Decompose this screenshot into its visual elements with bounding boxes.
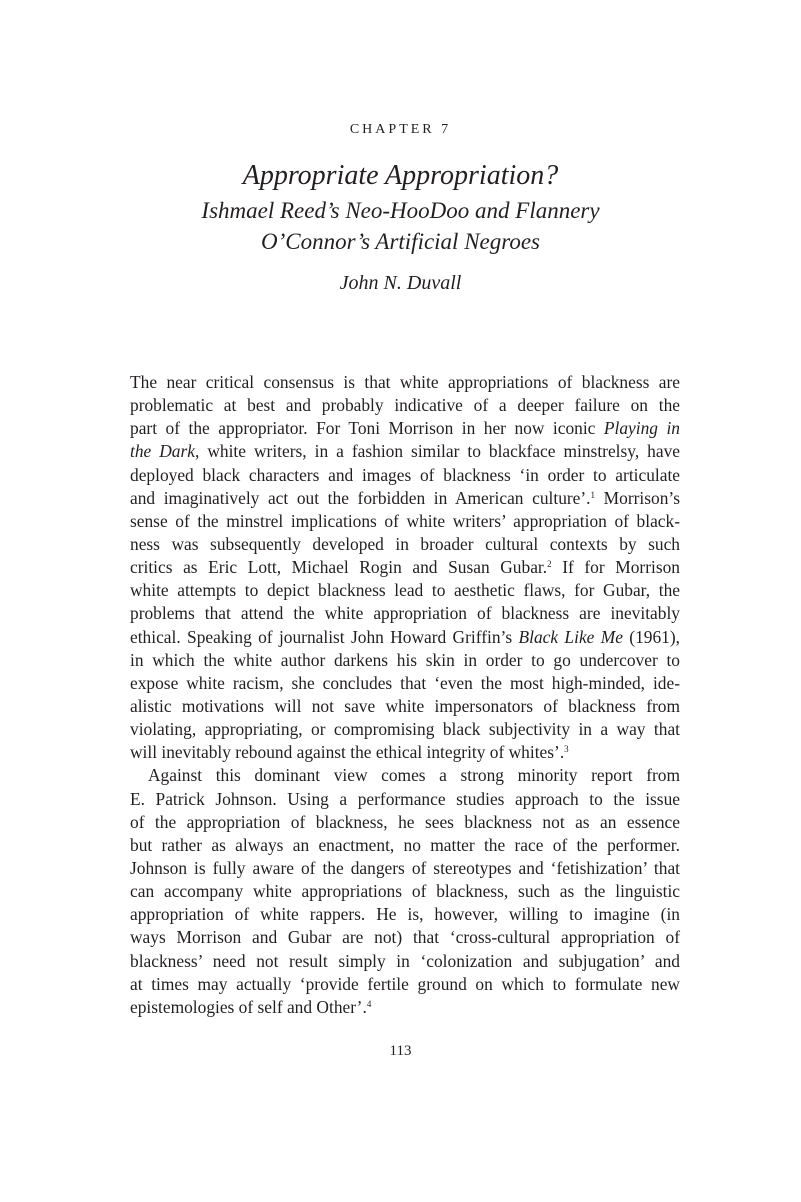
text-line [130, 811, 680, 834]
page-number: 113 [389, 1043, 412, 1059]
footnote-marker: 4 [366, 998, 372, 1009]
text-line [130, 788, 680, 811]
paragraph [130, 764, 680, 1019]
text-line [130, 649, 680, 672]
text-segment: blackness’ need not result simply in ‘colonization and subjugation’ and [130, 950, 680, 971]
text-segment: expose white racism, she concludes that ‘even the most high-minded, ide- [130, 672, 680, 693]
text-segment: but rather as always an enactment, no matter the race of the performer. [130, 834, 680, 855]
text-segment: problematic at best and probably indicative of a deeper failure on the [130, 395, 680, 416]
text-segment: If for Morrison [551, 557, 680, 578]
text-line [130, 417, 680, 440]
italic-text: Playing in [603, 418, 680, 439]
text-line [130, 741, 680, 764]
text-line [130, 695, 680, 718]
text-segment: The near critical consensus is that white appropriations of blackness are [130, 372, 680, 392]
text-line [130, 440, 680, 463]
text-segment: violating, appropriating, or compromising black subjectivity in a way that [130, 719, 680, 740]
paragraph [130, 371, 680, 764]
text-line [130, 718, 680, 741]
text-line [130, 371, 680, 394]
text-segment: E. Patrick Johnson. Using a performance studies approach to the issue [130, 788, 680, 809]
chapter-title: Appropriate Appropriation? [242, 160, 559, 191]
text-segment: alistic motivations will not save white impersonators of blackness from [130, 695, 680, 716]
text-segment: (1961), [622, 626, 680, 647]
text-line [130, 973, 680, 996]
body-text [130, 371, 680, 1019]
footnote-marker: 1 [590, 489, 596, 500]
text-line [130, 533, 680, 556]
text-segment: and imaginatively act out the forbidden in American culture’. [130, 487, 591, 508]
text-segment: will inevitably rebound against the ethical integrity of whites’. [130, 742, 565, 763]
chapter-subtitle-line: O’Connor’s Artificial Negroes [261, 229, 540, 254]
author-name: John N. Duvall [339, 272, 462, 294]
text-segment: of the appropriation of blackness, he sees blackness not as an essence [130, 811, 680, 832]
text-segment: appropriation of white rappers. He is, however, willing to imagine (in [130, 904, 680, 925]
text-line [130, 602, 680, 625]
chapter-subtitle-line: Ishmael Reed’s Neo-HooDoo and Flannery [201, 198, 600, 223]
text-line [130, 510, 680, 533]
text-line [130, 464, 680, 487]
text-line [130, 926, 680, 949]
text-line [130, 764, 680, 787]
text-line [130, 579, 680, 602]
italic-text: the Dark [130, 441, 195, 462]
text-segment: epistemologies of self and Other’. [130, 996, 367, 1017]
text-segment: Johnson is fully aware of the dangers of stereotypes and ‘fetishization’ that [130, 857, 680, 878]
text-line [130, 556, 680, 579]
text-line [130, 857, 680, 880]
text-line [130, 394, 680, 417]
text-line [130, 626, 680, 649]
text-line [130, 880, 680, 903]
text-segment: part of the appropriator. For Toni Morrison in her now iconic [130, 418, 604, 439]
text-line [130, 903, 680, 926]
text-segment: ways Morrison and Gubar are not) that ‘cross-cultural appropriation of [130, 927, 680, 948]
italic-text: Black Like Me [518, 626, 623, 647]
text-segment: problems that attend the white appropriation of blackness are inevitably [130, 603, 680, 624]
text-line [130, 672, 680, 695]
text-segment: deployed black characters and images of blackness ‘in order to articulate [130, 464, 680, 485]
text-segment: , white writers, in a fashion similar to blackface minstrelsy, have [195, 441, 680, 462]
text-segment: ethical. Speaking of journalist John Howard Griffin’s [130, 626, 519, 647]
chapter-label: CHAPTER 7 [349, 122, 452, 137]
text-segment: ness was subsequently developed in broader cultural contexts by such [130, 533, 680, 554]
text-segment: at times may actually ‘provide fertile ground on which to formulate new [130, 973, 680, 994]
text-line [130, 834, 680, 857]
footnote-marker: 2 [547, 559, 552, 570]
text-line [130, 950, 680, 973]
text-line [130, 996, 680, 1019]
text-segment: sense of the minstrel implications of white writers’ appropriation of black- [130, 510, 680, 531]
text-segment: critics as Eric Lott, Michael Rogin and Susan Gubar. [130, 557, 548, 578]
text-segment: Against this dominant view comes a strong minority report from [148, 765, 680, 786]
text-segment: Morrison’s [595, 487, 680, 508]
text-segment: can accompany white appropriations of blackness, such as the linguistic [130, 881, 680, 902]
text-segment: in which the white author darkens his skin in order to go undercover to [130, 649, 680, 670]
text-line [130, 487, 680, 510]
footnote-marker: 3 [564, 744, 569, 755]
text-segment: white attempts to depict blackness lead to aesthetic flaws, for Gubar, the [130, 580, 680, 601]
